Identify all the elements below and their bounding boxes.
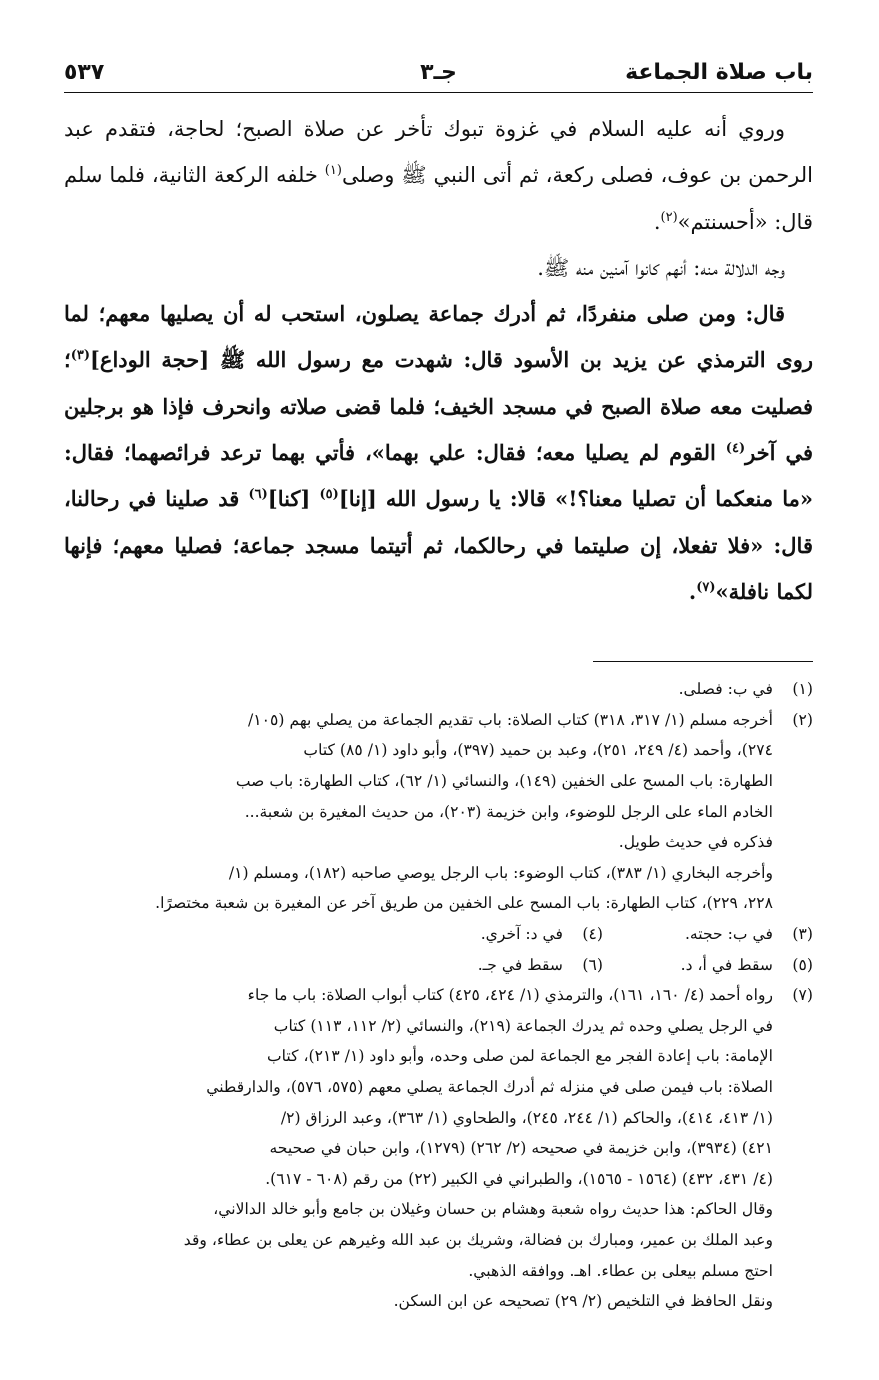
- footnote-7: [64, 980, 813, 1317]
- footnote-number: (٦): [582, 955, 603, 974]
- text-run: [كنا]: [267, 486, 320, 512]
- footnote-line: الطهارة: باب المسح على الخفين (١٤٩)، والنسائي (١/ ٦٢)، كتاب الطهارة: باب صب: [235, 772, 773, 791]
- footnote-6: [478, 950, 603, 981]
- footnote-text: في ب: فصلى.: [678, 680, 773, 699]
- footnote-line: (٤/ ٤٣١، ٤٣٢) (١٥٦٤ - ١٥٦٥)، والطبراني في الكبير (٢٢) من رقم (٦٠٨ - ٦١٧).: [265, 1169, 773, 1188]
- text-run: وجه الدلالة منه: أنهم كانوا آمنين منه ﷺ.: [537, 255, 785, 280]
- header-rule: [64, 92, 813, 93]
- footnote-text: في د: آخري.: [480, 925, 563, 944]
- running-header: [64, 58, 813, 94]
- text-run: قد صلينا في رحالنا، قال: «فلا تفعلا، إن صليتما في رحالكما، ثم أتيتما مسجد جماعة؛ فصليا معهم؛ فإنها لكما نافلة»: [64, 486, 813, 604]
- text-run: لما روى الترمذي عن يزيد بن الأسود قال: شهدت مع رسول الله ﷺ [حجة الوداع]: [64, 301, 813, 373]
- text-run: .: [653, 209, 661, 234]
- footnote-number: (٢): [792, 710, 813, 729]
- footnote-line: ٢٢٨، ٢٢٩)، كتاب الطهارة: باب المسح على الخفين من طريق آخر عن المغيرة بن شعبة مختصرًا.: [155, 894, 773, 913]
- footnote-4: [481, 919, 603, 950]
- footnote-ref[interactable]: (٤): [725, 441, 746, 457]
- text-run: .: [688, 578, 697, 604]
- footnote-number: (٤): [582, 925, 603, 944]
- book-page: [64, 58, 813, 1380]
- paragraph-1: [64, 106, 813, 245]
- footnote-line: رواه أحمد (٤/ ١٦٠، ١٦١)، والترمذي (١/ ٤٢٤، ٤٢٥) كتاب أبواب الصلاة: باب ما جاء: [247, 986, 773, 1005]
- footnote-line: وقال الحاكم: هذا حديث رواه شعبة وهشام بن حسان وغيلان بن جامع وأبو خالد الدالاني،: [213, 1200, 773, 1219]
- footnote-line: ٤٢١) (٣٩٣٤)، وابن خزيمة في صحيحه (٢/ ٢٦٢) (١٢٧٩)، وابن حبان في صحيحه: [269, 1139, 773, 1158]
- footnote-row-5-6: [64, 950, 813, 981]
- footnote-ref[interactable]: (٣): [70, 348, 90, 364]
- footnote-line: وأخرجه البخاري (١/ ٣٨٣)، كتاب الوضوء: باب الرجل يوصي صاحبه (١٨٢)، ومسلم (١/: [228, 863, 773, 882]
- text-run: القوم لم يصليا معه؛ فقال: علي بهما»، فأتي بهما ترعد فرائصهما؛ فقال: «ما منعكما أن تصليا معنا؟!» قالا: يا رسول الله [إنا]: [64, 440, 813, 512]
- volume-label: جـ٣: [420, 60, 457, 85]
- chapter-title: باب صلاة الجماعة: [625, 60, 813, 85]
- footnote-line: في الرجل يصلي وحده ثم يدرك الجماعة (٢١٩)، والنسائي (٢/ ١١٢، ١١٣) كتاب: [273, 1016, 773, 1035]
- footnote-line: الإمامة: باب إعادة الفجر مع الجماعة لمن صلى وحده، وأبو داود (١/ ٢١٣)، كتاب: [266, 1047, 773, 1066]
- footnote-row-3-4: [64, 919, 813, 950]
- paragraph-3: [64, 291, 813, 615]
- footnote-number: (١): [792, 680, 813, 699]
- footnote-ref[interactable]: (١): [324, 163, 342, 179]
- footnote-text: في ب: حجته.: [684, 925, 773, 944]
- footnote-ref[interactable]: (٧): [696, 579, 716, 595]
- footnote-line: وعبد الملك بن عمير، ومبارك بن فضالة، وشريك بن عبد الله وغيرهم عن يعلى بن عطاء، وقد: [183, 1230, 773, 1249]
- footnotes: [64, 674, 813, 1316]
- footnote-separator: [593, 661, 813, 662]
- text-run: خلفه الركعة الثانية، فلما سلم قال: «أحسنتم»: [64, 163, 813, 234]
- footnote-text: [64, 980, 773, 1317]
- text-run: ؛ فصليت معه صلاة الصبح في مسجد الخيف؛ فلما قضى صلاته وانحرف فإذا هو برجلين في آخر: [64, 347, 813, 466]
- page-number: ٥٣٧: [64, 60, 105, 85]
- footnote-ref[interactable]: (٢): [660, 209, 678, 225]
- footnote-5: [603, 950, 813, 981]
- footnote-line: (١/ ٤١٣، ٤١٤)، والحاكم (١/ ٢٤٤، ٢٤٥)، والطحاوي (١/ ٣٦٣)، وعبد الرزاق (٢/: [280, 1108, 773, 1127]
- main-text: [64, 106, 813, 615]
- footnote-line: احتج مسلم بيعلى بن عطاء. اهـ. ووافقه الذهبي.: [468, 1261, 773, 1280]
- footnote-line: ونقل الحافظ في التلخيص (٢/ ٢٩) تصحيحه عن ابن السكن.: [393, 1292, 773, 1311]
- footnote-number: (٧): [792, 986, 813, 1005]
- paragraph-2: [64, 245, 813, 291]
- footnote-number: (٣): [792, 925, 813, 944]
- footnote-line: الصلاة: باب فيمن صلى في منزله ثم أدرك الجماعة يصلي معهم (٥٧٥، ٥٧٦)، والدارقطني: [206, 1077, 773, 1096]
- footnote-text: سقط في جـ.: [477, 955, 563, 974]
- footnote-1: [64, 674, 813, 705]
- footnote-text: [64, 705, 773, 919]
- footnote-2: [64, 705, 813, 919]
- footnote-text: سقط في أ، د.: [680, 955, 773, 974]
- footnote-ref[interactable]: (٥): [319, 487, 339, 503]
- footnote-3: [603, 919, 813, 950]
- footnote-number: (٥): [792, 955, 813, 974]
- footnote-line: ٢٧٤)، وأحمد (٤/ ٢٤٩، ٢٥١)، وعبد بن حميد (٣٩٧)، وأبو داود (١/ ٨٥) كتاب: [303, 741, 773, 760]
- footnote-line: الخادم الماء على الرجل للوضوء، وابن خزيمة (٢٠٣)، من حديث المغيرة بن شعبة...: [244, 802, 773, 821]
- footnote-ref[interactable]: (٦): [248, 487, 268, 503]
- text-run: قال: ومن صلى منفردًا، ثم أدرك جماعة يصلون، استحب له أن يصليها معهم؛: [98, 301, 786, 327]
- footnote-line: فذكره في حديث طويل.: [618, 833, 773, 852]
- text-run: وروي أنه عليه السلام في غزوة تبوك تأخر عن صلاة الصبح؛ لحاجة، فتقدم عبد الرحمن بن عوف، فصلى ركعة، ثم أتى النبي ﷺ وصلى: [64, 117, 813, 188]
- footnote-line: أخرجه مسلم (١/ ٣١٧، ٣١٨) كتاب الصلاة: باب تقديم الجماعة من يصلي بهم (١٠٥/: [248, 710, 773, 729]
